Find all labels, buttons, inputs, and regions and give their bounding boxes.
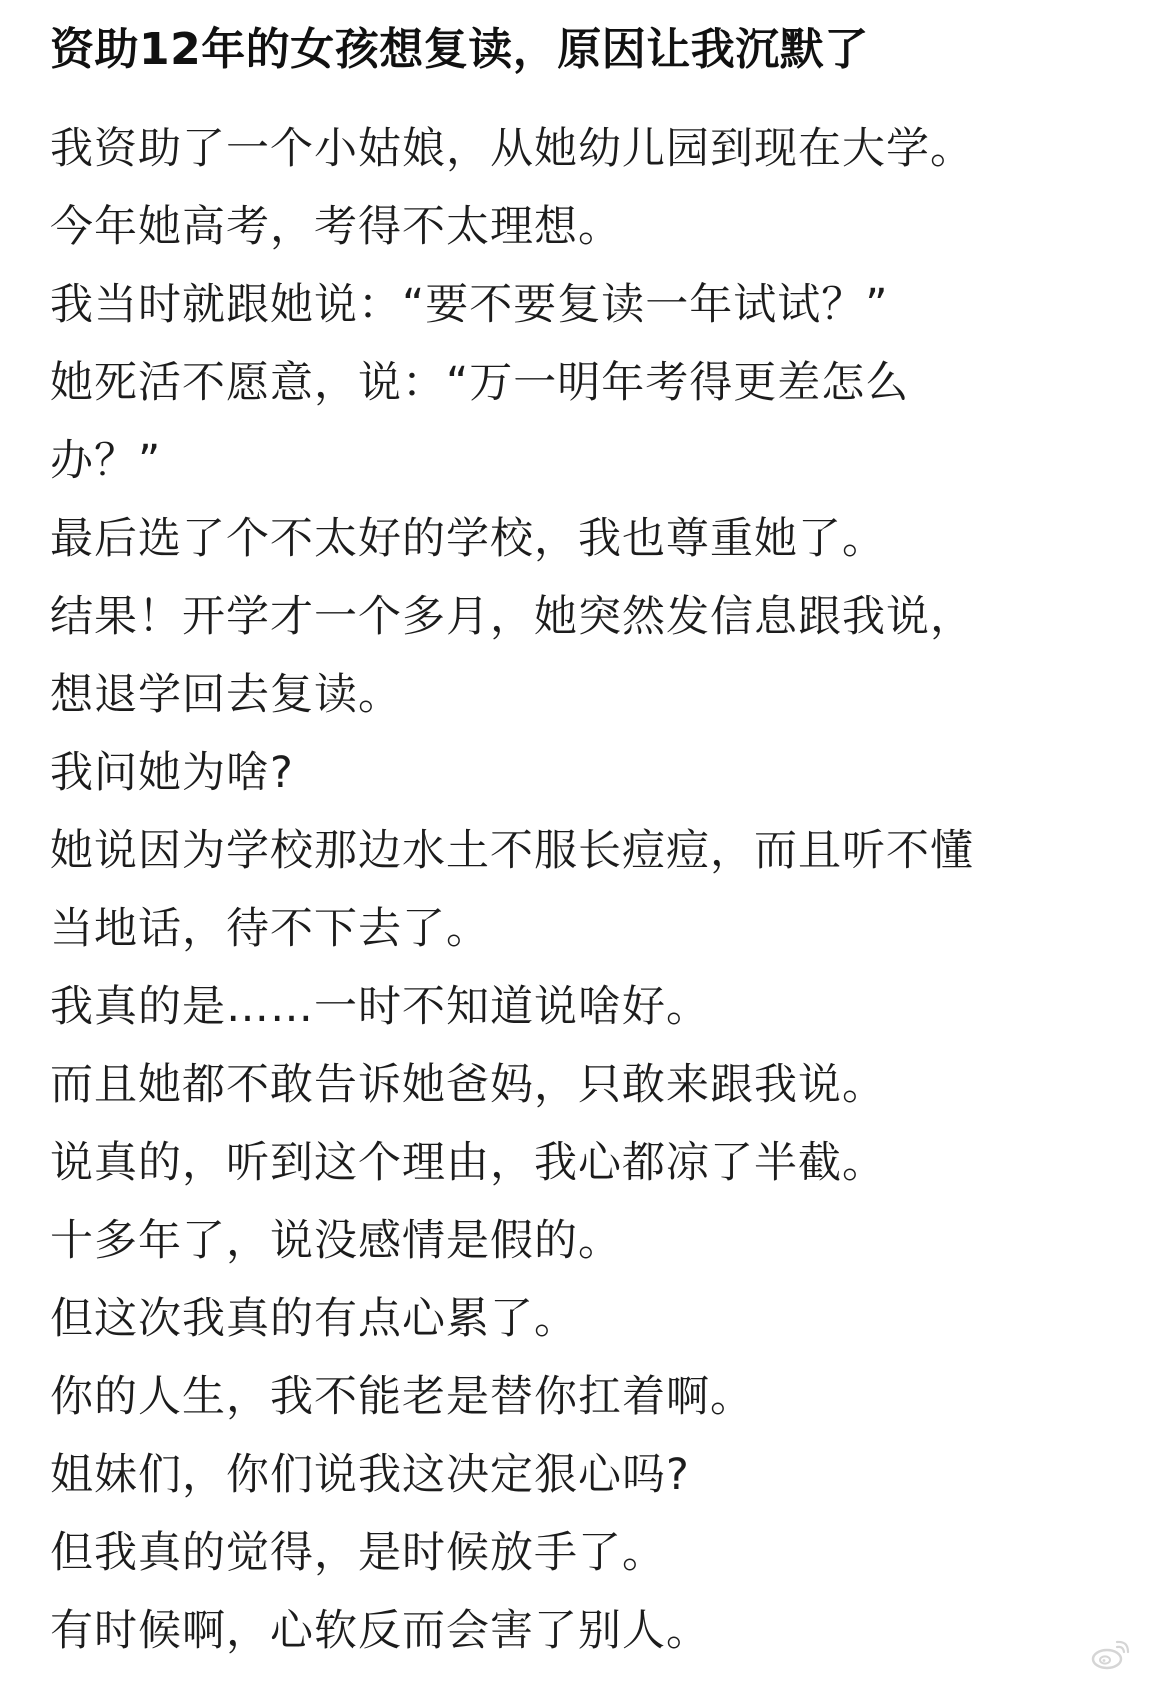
post-line: 我真的是……一时不知道说啥好。	[50, 982, 710, 1032]
post-line: 我问她为啥?	[50, 748, 294, 798]
post-title: 资助12年的女孩想复读，原因让我沉默了	[50, 24, 869, 75]
post-line: 结果！开学才一个多月，她突然发信息跟我说，	[50, 592, 974, 642]
post-line: 当地话，待不下去了。	[50, 904, 490, 954]
post-line: 有时候啊，心软反而会害了别人。	[50, 1606, 710, 1656]
post-line: 说真的，听到这个理由，我心都凉了半截。	[50, 1138, 886, 1188]
post-line: 而且她都不敢告诉她爸妈，只敢来跟我说。	[50, 1060, 886, 1110]
watermark	[1090, 1637, 1138, 1673]
post-line: 我资助了一个小姑娘，从她幼儿园到现在大学。	[50, 124, 974, 174]
post-line: 你的人生，我不能老是替你扛着啊。	[50, 1372, 754, 1422]
post-line: 我当时就跟她说：“要不要复读一年试试？”	[50, 280, 889, 330]
post-line: 最后选了个不太好的学校，我也尊重她了。	[50, 514, 886, 564]
post-line: 想退学回去复读。	[50, 670, 402, 720]
post-line: 今年她高考，考得不太理想。	[50, 202, 622, 252]
post-line: 姐妹们，你们说我这决定狠心吗?	[50, 1450, 690, 1500]
post-line: 十多年了，说没感情是假的。	[50, 1216, 622, 1266]
post-line: 她说因为学校那边水土不服长痘痘，而且听不懂	[50, 826, 974, 876]
post-line: 但这次我真的有点心累了。	[50, 1294, 578, 1344]
post-line: 办？”	[50, 436, 162, 486]
post-line: 但我真的觉得，是时候放手了。	[50, 1528, 666, 1578]
weibo-logo-icon	[1090, 1639, 1130, 1671]
post-body	[50, 110, 1130, 1670]
post-line: 她死活不愿意，说：“万一明年考得更差怎么	[50, 358, 910, 408]
